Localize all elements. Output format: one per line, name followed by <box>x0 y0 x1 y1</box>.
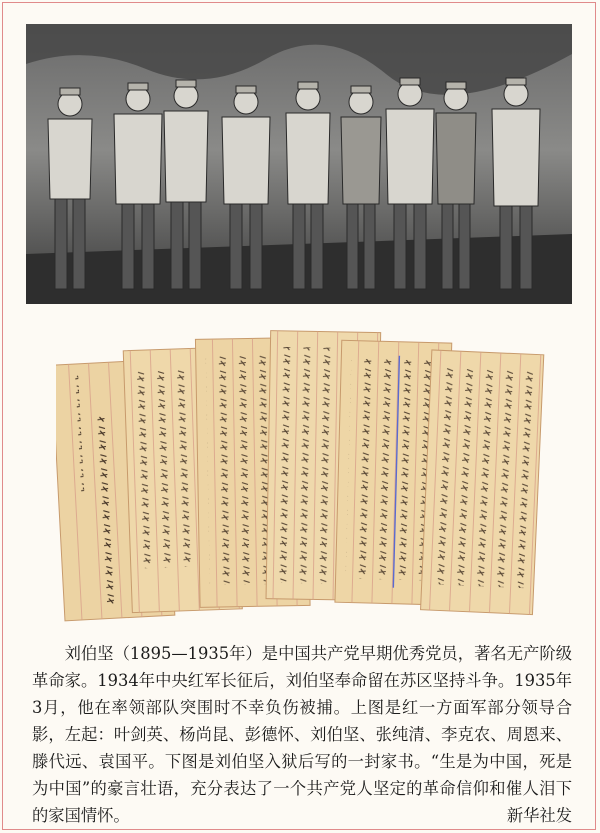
group-photo <box>26 24 572 304</box>
caption-text: 刘伯坚（1895—1935年）是中国共产党早期优秀党员，著名无产阶级革命家。1934年中央红军长征后，刘伯坚奉命留在苏区坚持斗争。1935年3月，他在率领部队突围时不幸负伤被捕。上图是红一方面军部分领导合影，左起：叶剑英、杨尚昆、彭德怀、刘伯坚、张纯清、李克农、周恩来、滕代远、袁国平。下图是刘伯坚入狱后写的一封家书。“生是为中国，死是为中国”的豪言壮语，充分表达了一个共产党人坚定的革命信仰和催人泪下的家国情怀。 <box>32 644 572 825</box>
photo-caption <box>32 640 572 829</box>
news-source: 新华社发 <box>506 806 572 825</box>
handwritten-letter-pages <box>56 326 546 626</box>
